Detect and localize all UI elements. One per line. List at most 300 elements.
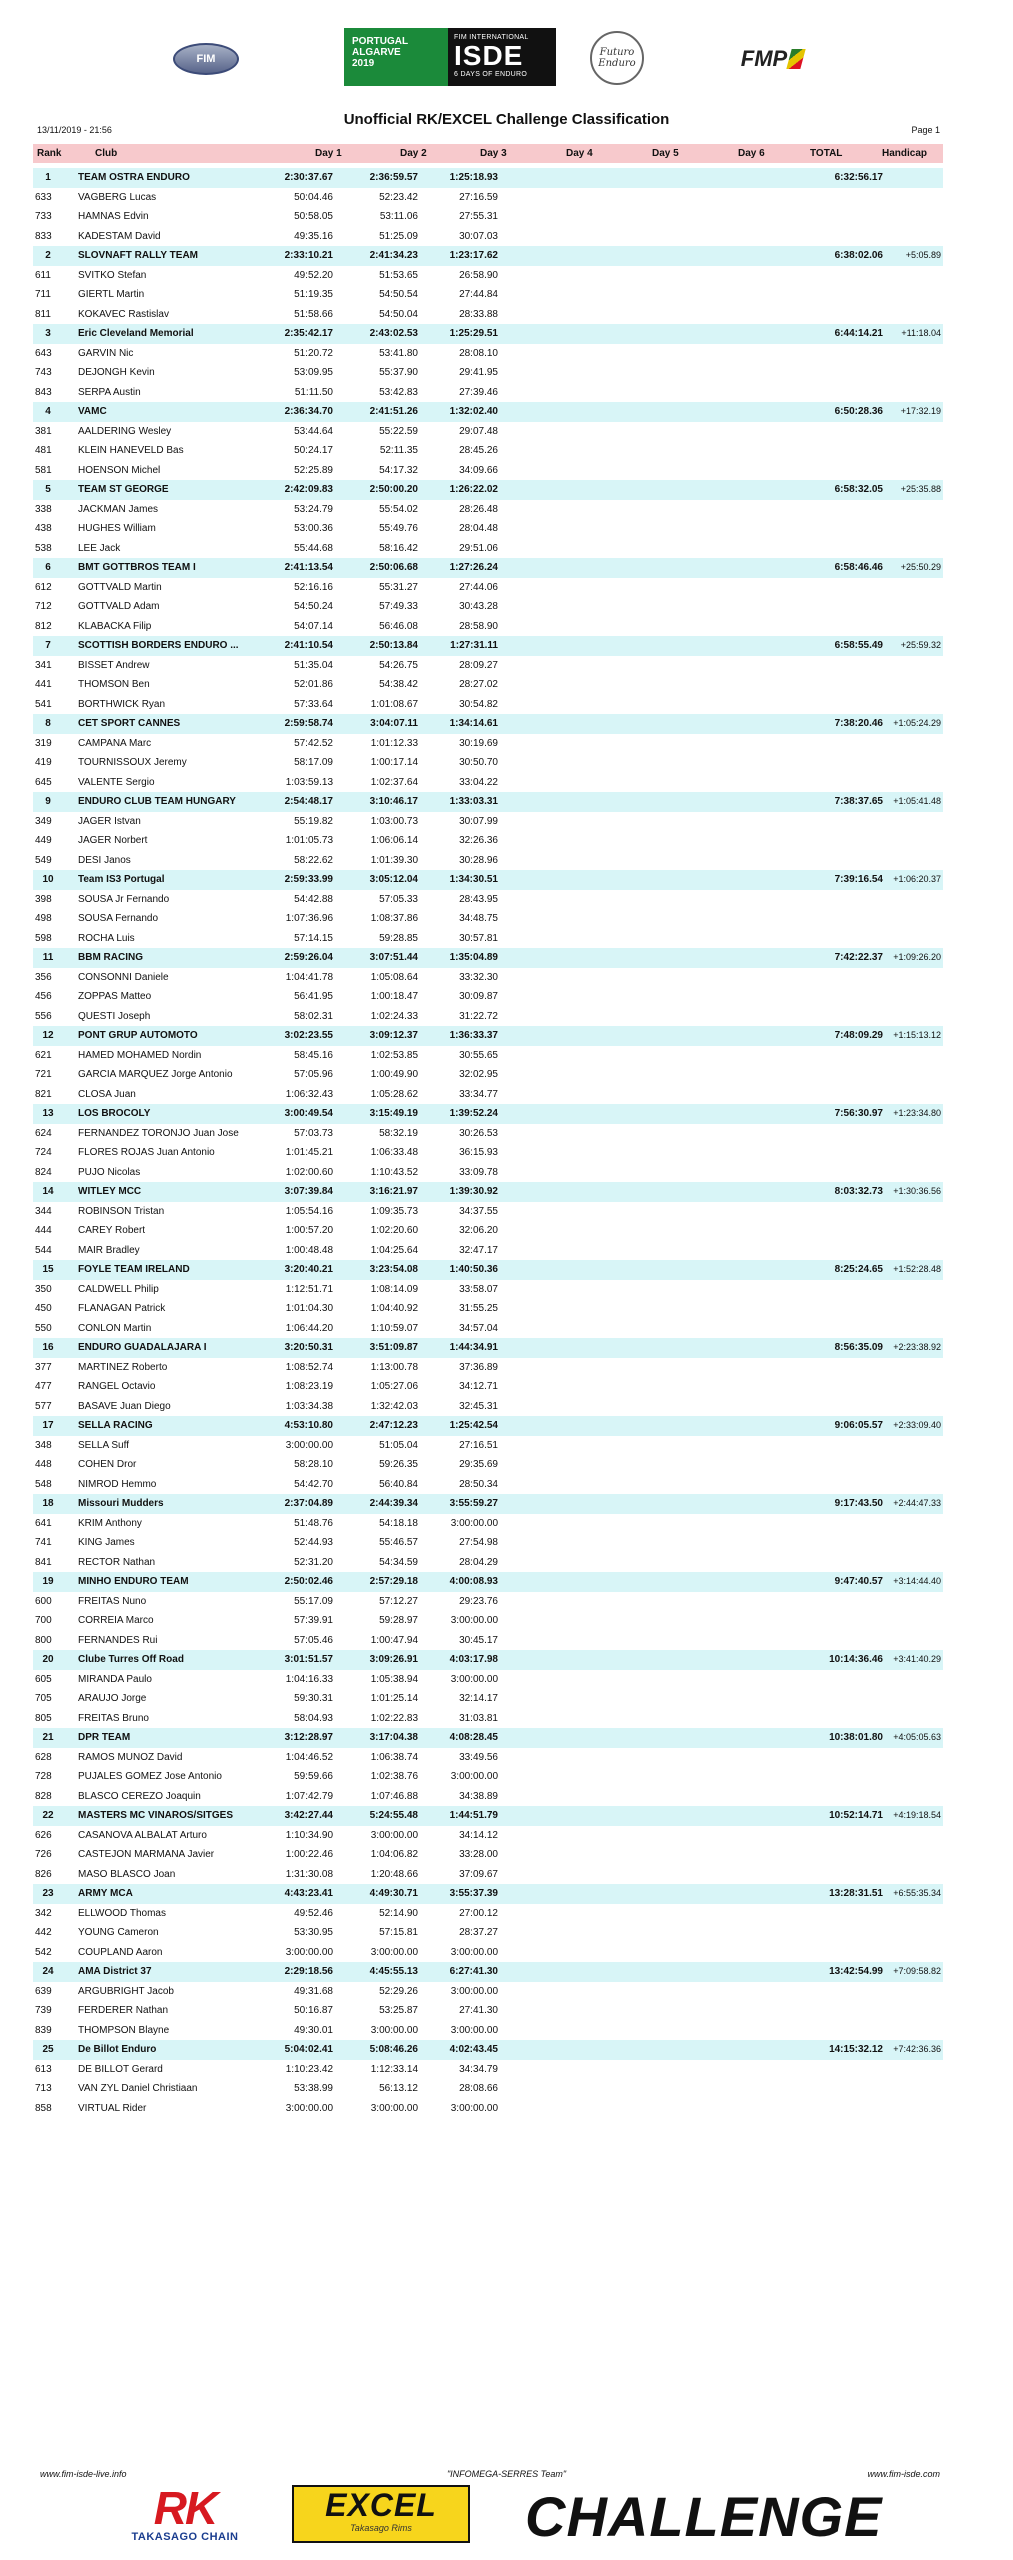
rider-number: 548 — [35, 1478, 52, 1490]
rider-day3-time: 3:00:00.00 — [450, 1985, 498, 1997]
rider-row — [33, 2099, 943, 2119]
rider-number: 477 — [35, 1381, 52, 1392]
rider-row — [33, 1202, 943, 1222]
rider-day3-time: 30:07.99 — [459, 815, 498, 827]
rider-day3-time: 33:58.07 — [459, 1283, 498, 1295]
rider-row — [33, 812, 943, 832]
rider-day3-time: 34:14.12 — [459, 1829, 498, 1841]
rider-day2-time: 51:25.09 — [379, 230, 418, 242]
club-row — [33, 1572, 943, 1592]
club-handicap: +1:05:41.48 — [893, 796, 941, 806]
club-row — [33, 948, 943, 968]
club-rank: 22 — [42, 1810, 54, 1821]
club-day1-time: 3:20:50.31 — [284, 1342, 333, 1353]
rider-row — [33, 1767, 943, 1787]
club-rank: 16 — [42, 1342, 54, 1353]
rider-day2-time: 53:41.80 — [379, 347, 418, 359]
rider-day3-time: 34:12.71 — [459, 1381, 498, 1392]
club-day1-time: 5:04:02.41 — [284, 2044, 333, 2055]
club-total-time: 6:58:55.49 — [834, 640, 883, 651]
rider-number: 438 — [35, 523, 52, 534]
rider-row — [33, 383, 943, 403]
club-row — [33, 168, 943, 188]
club-row — [33, 792, 943, 812]
rider-day1-time: 57:14.15 — [294, 932, 333, 944]
club-total-time: 6:58:32.05 — [834, 484, 883, 495]
rider-name: CASANOVA ALBALAT Arturo — [78, 1829, 207, 1841]
rider-number: 612 — [35, 581, 52, 593]
rider-row — [33, 1358, 943, 1378]
rider-row — [33, 1455, 943, 1475]
rider-row — [33, 519, 943, 539]
club-rank: 15 — [42, 1264, 54, 1275]
club-rank: 24 — [42, 1966, 54, 1977]
rider-day1-time: 1:04:41.78 — [285, 971, 333, 983]
fmp-flag-icon — [787, 49, 806, 69]
rider-number: 550 — [35, 1322, 52, 1334]
rider-day3-time: 33:32.30 — [459, 971, 498, 983]
club-handicap: +5:05.89 — [905, 250, 941, 260]
club-day1-time: 2:59:33.99 — [284, 874, 333, 885]
rider-name: VAN ZYL Daniel Christiaan — [78, 2083, 198, 2094]
rider-name: CAREY Robert — [78, 1225, 146, 1236]
col-day5: Day 5 — [652, 148, 679, 159]
rider-name: COUPLAND Aaron — [78, 1946, 163, 1958]
rider-number: 356 — [35, 971, 52, 983]
rider-row — [33, 461, 943, 481]
rider-number: 700 — [35, 1615, 52, 1626]
rider-day3-time: 3:00:00.00 — [450, 2102, 498, 2114]
rider-day3-time: 33:04.22 — [459, 776, 498, 788]
page-number: Page 1 — [911, 125, 940, 135]
rider-day3-time: 27:54.98 — [459, 1537, 498, 1548]
rider-day3-time: 26:58.90 — [459, 269, 498, 281]
rider-number: 721 — [35, 1069, 52, 1080]
rider-day2-time: 1:03:00.73 — [370, 815, 418, 827]
rider-day1-time: 58:45.16 — [294, 1049, 333, 1061]
rider-day3-time: 34:48.75 — [459, 913, 498, 924]
club-day1-time: 2:41:13.54 — [284, 562, 333, 573]
rider-number: 728 — [35, 1771, 52, 1782]
rider-day1-time: 53:38.99 — [294, 2083, 333, 2094]
club-day3-time: 1:34:30.51 — [449, 874, 498, 885]
rider-number: 645 — [35, 776, 52, 788]
club-rank: 17 — [42, 1420, 54, 1431]
rider-day3-time: 31:03.81 — [459, 1712, 498, 1724]
rider-number: 726 — [35, 1849, 52, 1860]
rider-name: DEJONGH Kevin — [78, 367, 155, 378]
club-handicap: +1:23:34.80 — [893, 1108, 941, 1118]
club-name: BMT GOTTBROS TEAM I — [78, 562, 196, 573]
rider-row — [33, 1299, 943, 1319]
club-handicap: +17:32.19 — [900, 406, 941, 416]
rider-day3-time: 28:27.02 — [459, 679, 498, 690]
rider-day2-time: 56:46.08 — [379, 620, 418, 632]
rider-row — [33, 344, 943, 364]
club-day1-time: 4:43:23.41 — [284, 1888, 333, 1899]
rider-name: MARTINEZ Roberto — [78, 1361, 168, 1373]
rider-name: CONLON Martin — [78, 1322, 152, 1334]
rider-row — [33, 1709, 943, 1729]
rider-day3-time: 27:44.84 — [459, 289, 498, 300]
rider-row — [33, 1904, 943, 1924]
col-day6: Day 6 — [738, 148, 765, 159]
club-total-time: 6:44:14.21 — [834, 328, 883, 339]
rider-name: PUJO Nicolas — [78, 1166, 141, 1178]
rider-name: BORTHWICK Ryan — [78, 698, 166, 710]
rider-day2-time: 1:02:20.60 — [370, 1225, 418, 1236]
club-day1-time: 2:30:37.67 — [284, 172, 333, 183]
rider-day2-time: 55:31.27 — [379, 581, 418, 593]
datestamp: 13/11/2019 - 21:56 — [37, 125, 112, 135]
club-name: ENDURO CLUB TEAM HUNGARY — [78, 796, 236, 807]
club-day1-time: 2:59:58.74 — [284, 718, 333, 729]
club-total-time: 7:42:22.37 — [834, 952, 883, 963]
rider-day2-time: 58:16.42 — [379, 542, 418, 554]
club-day3-time: 3:55:37.39 — [449, 1888, 498, 1899]
rider-day2-time: 55:54.02 — [379, 503, 418, 515]
rider-day1-time: 49:52.46 — [294, 1907, 333, 1919]
rider-day1-time: 1:08:23.19 — [285, 1381, 333, 1392]
rider-number: 442 — [35, 1927, 52, 1938]
rider-day1-time: 49:52.20 — [294, 269, 333, 281]
rider-name: CALDWELL Philip — [78, 1283, 159, 1295]
club-row — [33, 324, 943, 344]
rider-day3-time: 27:39.46 — [459, 386, 498, 398]
rider-day1-time: 53:24.79 — [294, 503, 333, 515]
footer-right-url: www.fim-isde.com — [867, 2469, 940, 2479]
rider-day2-time: 1:02:38.76 — [370, 1771, 418, 1782]
rider-day1-time: 1:01:04.30 — [285, 1303, 333, 1314]
rk-takasago-logo: RK TAKASAGO CHAIN — [131, 2482, 239, 2543]
rider-number: 743 — [35, 367, 52, 378]
rider-name: RANGEL Octavio — [78, 1381, 156, 1392]
club-rank: 11 — [42, 952, 54, 963]
rider-day2-time: 53:25.87 — [379, 2005, 418, 2016]
rider-day2-time: 57:12.27 — [379, 1595, 418, 1607]
rider-day2-time: 1:12:33.14 — [370, 2063, 418, 2075]
rider-day1-time: 1:10:34.90 — [285, 1829, 333, 1841]
rider-name: PUJALES GOMEZ Jose Antonio — [78, 1771, 222, 1782]
club-rank: 2 — [45, 250, 51, 261]
club-total-time: 8:03:32.73 — [834, 1186, 883, 1197]
club-day3-time: 1:25:18.93 — [449, 172, 498, 183]
club-day2-time: 3:07:51.44 — [369, 952, 418, 963]
rider-day1-time: 55:17.09 — [294, 1595, 333, 1607]
rider-day3-time: 32:26.36 — [459, 835, 498, 846]
rider-day1-time: 1:08:52.74 — [285, 1361, 333, 1373]
rider-number: 841 — [35, 1556, 52, 1568]
rider-row — [33, 1553, 943, 1573]
club-name: Team IS3 Portugal — [78, 874, 165, 885]
rider-day1-time: 49:31.68 — [294, 1985, 333, 1997]
club-day2-time: 2:43:02.53 — [369, 328, 418, 339]
rider-name: ARAUJO Jorge — [78, 1693, 147, 1704]
rider-row — [33, 2021, 943, 2041]
rider-name: CASTEJON MARMANA Javier — [78, 1849, 215, 1860]
col-day1: Day 1 — [315, 148, 342, 159]
rider-number: 826 — [35, 1868, 52, 1880]
rider-row — [33, 1124, 943, 1144]
rider-day3-time: 32:02.95 — [459, 1069, 498, 1080]
isde-portugal-panel: PORTUGAL ALGARVE 2019 — [344, 28, 448, 86]
rider-name: SERPA Austin — [78, 386, 141, 398]
club-row — [33, 480, 943, 500]
rider-day1-time: 59:30.31 — [294, 1693, 333, 1704]
club-handicap: +1:05:24.29 — [893, 718, 941, 728]
rider-day2-time: 1:20:48.66 — [370, 1868, 418, 1880]
club-rank: 14 — [42, 1186, 54, 1197]
rider-row — [33, 656, 943, 676]
club-name: CET SPORT CANNES — [78, 718, 181, 729]
rider-day3-time: 34:37.55 — [459, 1205, 498, 1217]
col-day2: Day 2 — [400, 148, 427, 159]
rider-day3-time: 36:15.93 — [459, 1147, 498, 1158]
club-day3-time: 1:33:03.31 — [449, 796, 498, 807]
rider-day3-time: 34:57.04 — [459, 1322, 498, 1334]
rider-number: 481 — [35, 445, 52, 456]
rider-row — [33, 1943, 943, 1963]
rider-day3-time: 33:34.77 — [459, 1088, 498, 1100]
rider-row — [33, 1241, 943, 1261]
rider-day2-time: 1:04:25.64 — [370, 1244, 418, 1256]
rider-day2-time: 1:05:28.62 — [370, 1088, 418, 1100]
rider-number: 833 — [35, 230, 52, 242]
rider-number: 713 — [35, 2083, 52, 2094]
rider-day3-time: 33:09.78 — [459, 1166, 498, 1178]
club-day1-time: 2:59:26.04 — [284, 952, 333, 963]
rider-row — [33, 968, 943, 988]
rider-day2-time: 59:28.97 — [379, 1615, 418, 1626]
rider-row — [33, 773, 943, 793]
rider-name: QUESTI Joseph — [78, 1010, 151, 1022]
excel-logo: EXCEL Takasago Rims — [292, 2485, 470, 2543]
club-total-time: 10:14:36.46 — [829, 1654, 883, 1665]
rider-row — [33, 1631, 943, 1651]
rider-number: 811 — [35, 308, 51, 320]
club-day3-time: 1:36:33.37 — [449, 1030, 498, 1041]
club-day1-time: 2:37:04.89 — [284, 1498, 333, 1509]
rider-day2-time: 1:02:22.83 — [370, 1712, 418, 1724]
rider-day1-time: 1:03:34.38 — [285, 1400, 333, 1412]
rider-day2-time: 1:08:37.86 — [370, 913, 418, 924]
club-rank: 13 — [42, 1108, 54, 1119]
rider-name: RAMOS MUNOZ David — [78, 1751, 183, 1763]
rider-row — [33, 753, 943, 773]
rider-day2-time: 1:07:46.88 — [370, 1790, 418, 1802]
rider-day3-time: 27:55.31 — [459, 211, 498, 222]
rider-row — [33, 207, 943, 227]
rider-day2-time: 1:09:35.73 — [370, 1205, 418, 1217]
rider-number: 377 — [35, 1361, 52, 1373]
rider-row — [33, 305, 943, 325]
rider-number: 741 — [35, 1537, 52, 1548]
club-day3-time: 1:44:34.91 — [449, 1342, 498, 1353]
rider-row — [33, 617, 943, 637]
rider-number: 342 — [35, 1907, 52, 1919]
rider-day1-time: 50:16.87 — [294, 2005, 333, 2016]
rider-row — [33, 539, 943, 559]
club-day2-time: 2:57:29.18 — [369, 1576, 418, 1587]
rider-name: RECTOR Nathan — [78, 1556, 156, 1568]
rider-name: ARGUBRIGHT Jacob — [78, 1985, 174, 1997]
rider-name: SOUSA Fernando — [78, 913, 159, 924]
rider-day1-time: 55:44.68 — [294, 542, 333, 554]
rider-day3-time: 27:41.30 — [459, 2005, 498, 2016]
club-total-time: 9:06:05.57 — [834, 1420, 883, 1431]
club-day3-time: 1:35:04.89 — [449, 952, 498, 963]
club-handicap: +4:05:05.63 — [893, 1732, 941, 1742]
rider-day2-time: 1:02:37.64 — [370, 776, 418, 788]
rider-name: VIRTUAL Rider — [78, 2102, 147, 2114]
rider-day3-time: 28:08.66 — [459, 2083, 498, 2094]
rider-day3-time: 29:35.69 — [459, 1459, 498, 1470]
rider-row — [33, 1592, 943, 1612]
club-day2-time: 2:41:34.23 — [369, 250, 418, 261]
rider-day3-time: 30:19.69 — [459, 737, 498, 749]
rider-row — [33, 227, 943, 247]
rider-day3-time: 3:00:00.00 — [450, 1615, 498, 1626]
rider-number: 733 — [35, 211, 52, 222]
club-rank: 10 — [42, 874, 54, 885]
rider-number: 538 — [35, 542, 52, 554]
rider-day3-time: 3:00:00.00 — [450, 1946, 498, 1958]
rider-day3-time: 28:50.34 — [459, 1478, 498, 1490]
club-name: ARMY MCA — [78, 1888, 133, 1899]
rider-day2-time: 56:13.12 — [379, 2083, 418, 2094]
rider-day2-time: 1:01:25.14 — [370, 1693, 418, 1704]
club-total-time: 6:50:28.36 — [834, 406, 883, 417]
rider-day1-time: 1:04:16.33 — [285, 1673, 333, 1685]
rider-number: 621 — [35, 1049, 52, 1061]
club-day2-time: 3:05:12.04 — [369, 874, 418, 885]
club-total-time: 9:47:40.57 — [834, 1576, 883, 1587]
rider-day2-time: 57:05.33 — [379, 893, 418, 905]
rider-day2-time: 1:02:53.85 — [370, 1049, 418, 1061]
club-total-time: 10:38:01.80 — [829, 1732, 883, 1743]
rider-day2-time: 52:29.26 — [379, 1985, 418, 1997]
rider-number: 613 — [35, 2063, 52, 2075]
club-handicap: +1:15:13.12 — [893, 1030, 941, 1040]
club-day2-time: 3:09:26.91 — [369, 1654, 418, 1665]
page-title: Unofficial RK/EXCEL Challenge Classification — [343, 111, 670, 128]
rider-day2-time: 53:11.06 — [379, 211, 418, 222]
club-handicap: +11:18.04 — [901, 328, 941, 338]
club-handicap: +1:30:36.56 — [893, 1186, 941, 1196]
rider-name: JACKMAN James — [78, 503, 159, 515]
club-name: WITLEY MCC — [78, 1186, 142, 1197]
rider-day1-time: 51:35.04 — [294, 659, 333, 671]
rider-name: HUGHES William — [78, 523, 156, 534]
rider-day3-time: 34:34.79 — [459, 2063, 498, 2075]
rider-number: 839 — [35, 2024, 52, 2036]
rider-number: 828 — [35, 1790, 52, 1802]
rider-day2-time: 51:53.65 — [379, 269, 418, 281]
club-day2-time: 3:04:07.11 — [370, 718, 418, 729]
club-day2-time: 5:24:55.48 — [369, 1810, 418, 1821]
rider-row — [33, 1007, 943, 1027]
rider-day3-time: 31:55.25 — [459, 1303, 498, 1314]
rider-name: KING James — [78, 1537, 135, 1548]
club-handicap: +6:55:35.34 — [893, 1888, 941, 1898]
rider-day2-time: 3:00:00.00 — [370, 2024, 418, 2036]
rider-day3-time: 29:51.06 — [459, 542, 498, 554]
rider-day2-time: 1:01:39.30 — [370, 854, 418, 866]
rider-name: KLEIN HANEVELD Bas — [78, 445, 184, 456]
club-day1-time: 3:20:40.21 — [284, 1264, 333, 1275]
club-handicap: +25:59.32 — [900, 640, 941, 650]
rider-number: 711 — [35, 289, 51, 300]
rider-number: 349 — [35, 815, 52, 827]
club-day2-time: 2:50:06.68 — [369, 562, 418, 573]
rider-day2-time: 58:32.19 — [379, 1127, 418, 1139]
club-day1-time: 2:50:02.46 — [284, 1576, 333, 1587]
club-day1-time: 2:42:09.83 — [284, 484, 333, 495]
rider-number: 498 — [35, 913, 52, 924]
rider-row — [33, 1319, 943, 1339]
rider-day1-time: 1:10:23.42 — [285, 2063, 333, 2075]
club-day2-time: 3:09:12.37 — [369, 1030, 418, 1041]
rider-row — [33, 675, 943, 695]
isde-title-panel: FIM INTERNATIONAL ISDE 6 DAYS OF ENDURO — [448, 28, 556, 86]
rider-name: NIMROD Hemmo — [78, 1478, 157, 1490]
club-name: BBM RACING — [78, 952, 143, 963]
club-day1-time: 4:53:10.80 — [284, 1420, 333, 1431]
rider-row — [33, 1377, 943, 1397]
club-day3-time: 4:00:08.93 — [449, 1576, 498, 1587]
rider-number: 598 — [35, 932, 52, 944]
club-day3-time: 1:34:14.61 — [449, 718, 498, 729]
rider-day1-time: 1:12:51.71 — [285, 1283, 333, 1295]
rider-name: ROBINSON Tristan — [78, 1205, 165, 1217]
rider-row — [33, 1163, 943, 1183]
club-day3-time: 1:26:22.02 — [449, 484, 498, 495]
club-day1-time: 3:42:27.44 — [284, 1810, 333, 1821]
club-name: FOYLE TEAM IRELAND — [78, 1264, 190, 1275]
club-total-time: 9:17:43.50 — [834, 1498, 883, 1509]
club-name: LOS BROCOLY — [78, 1108, 151, 1119]
rider-name: SVITKO Stefan — [78, 269, 147, 281]
rider-number: 724 — [35, 1147, 52, 1158]
rider-day1-time: 52:44.93 — [294, 1537, 333, 1548]
rider-name: DE BILLOT Gerard — [78, 2063, 163, 2075]
club-day3-time: 3:55:59.27 — [449, 1498, 498, 1509]
rider-name: GOTTVALD Martin — [78, 581, 162, 593]
rider-row — [33, 188, 943, 208]
rider-day2-time: 1:04:40.92 — [370, 1303, 418, 1314]
rider-day1-time: 51:58.66 — [294, 308, 333, 320]
rider-row — [33, 1046, 943, 1066]
club-day1-time: 3:00:49.54 — [284, 1108, 333, 1119]
club-name: MINHO ENDURO TEAM — [78, 1576, 189, 1587]
club-rank: 5 — [45, 484, 51, 495]
club-day1-time: 3:07:39.84 — [284, 1186, 333, 1197]
club-row — [33, 1182, 943, 1202]
club-day2-time: 3:17:04.38 — [369, 1732, 418, 1743]
club-row — [33, 1338, 943, 1358]
rider-name: BLASCO CEREZO Joaquin — [78, 1790, 201, 1802]
club-name: De Billot Enduro — [78, 2044, 157, 2055]
rider-day3-time: 30:26.53 — [459, 1127, 498, 1139]
rider-day1-time: 53:00.36 — [294, 523, 333, 534]
rider-day3-time: 28:43.95 — [459, 893, 498, 905]
rider-row — [33, 1533, 943, 1553]
club-row — [33, 1416, 943, 1436]
club-rank: 6 — [45, 562, 51, 573]
rider-number: 600 — [35, 1595, 52, 1607]
rider-day3-time: 28:08.10 — [459, 347, 498, 359]
club-day2-time: 2:50:00.20 — [369, 484, 418, 495]
